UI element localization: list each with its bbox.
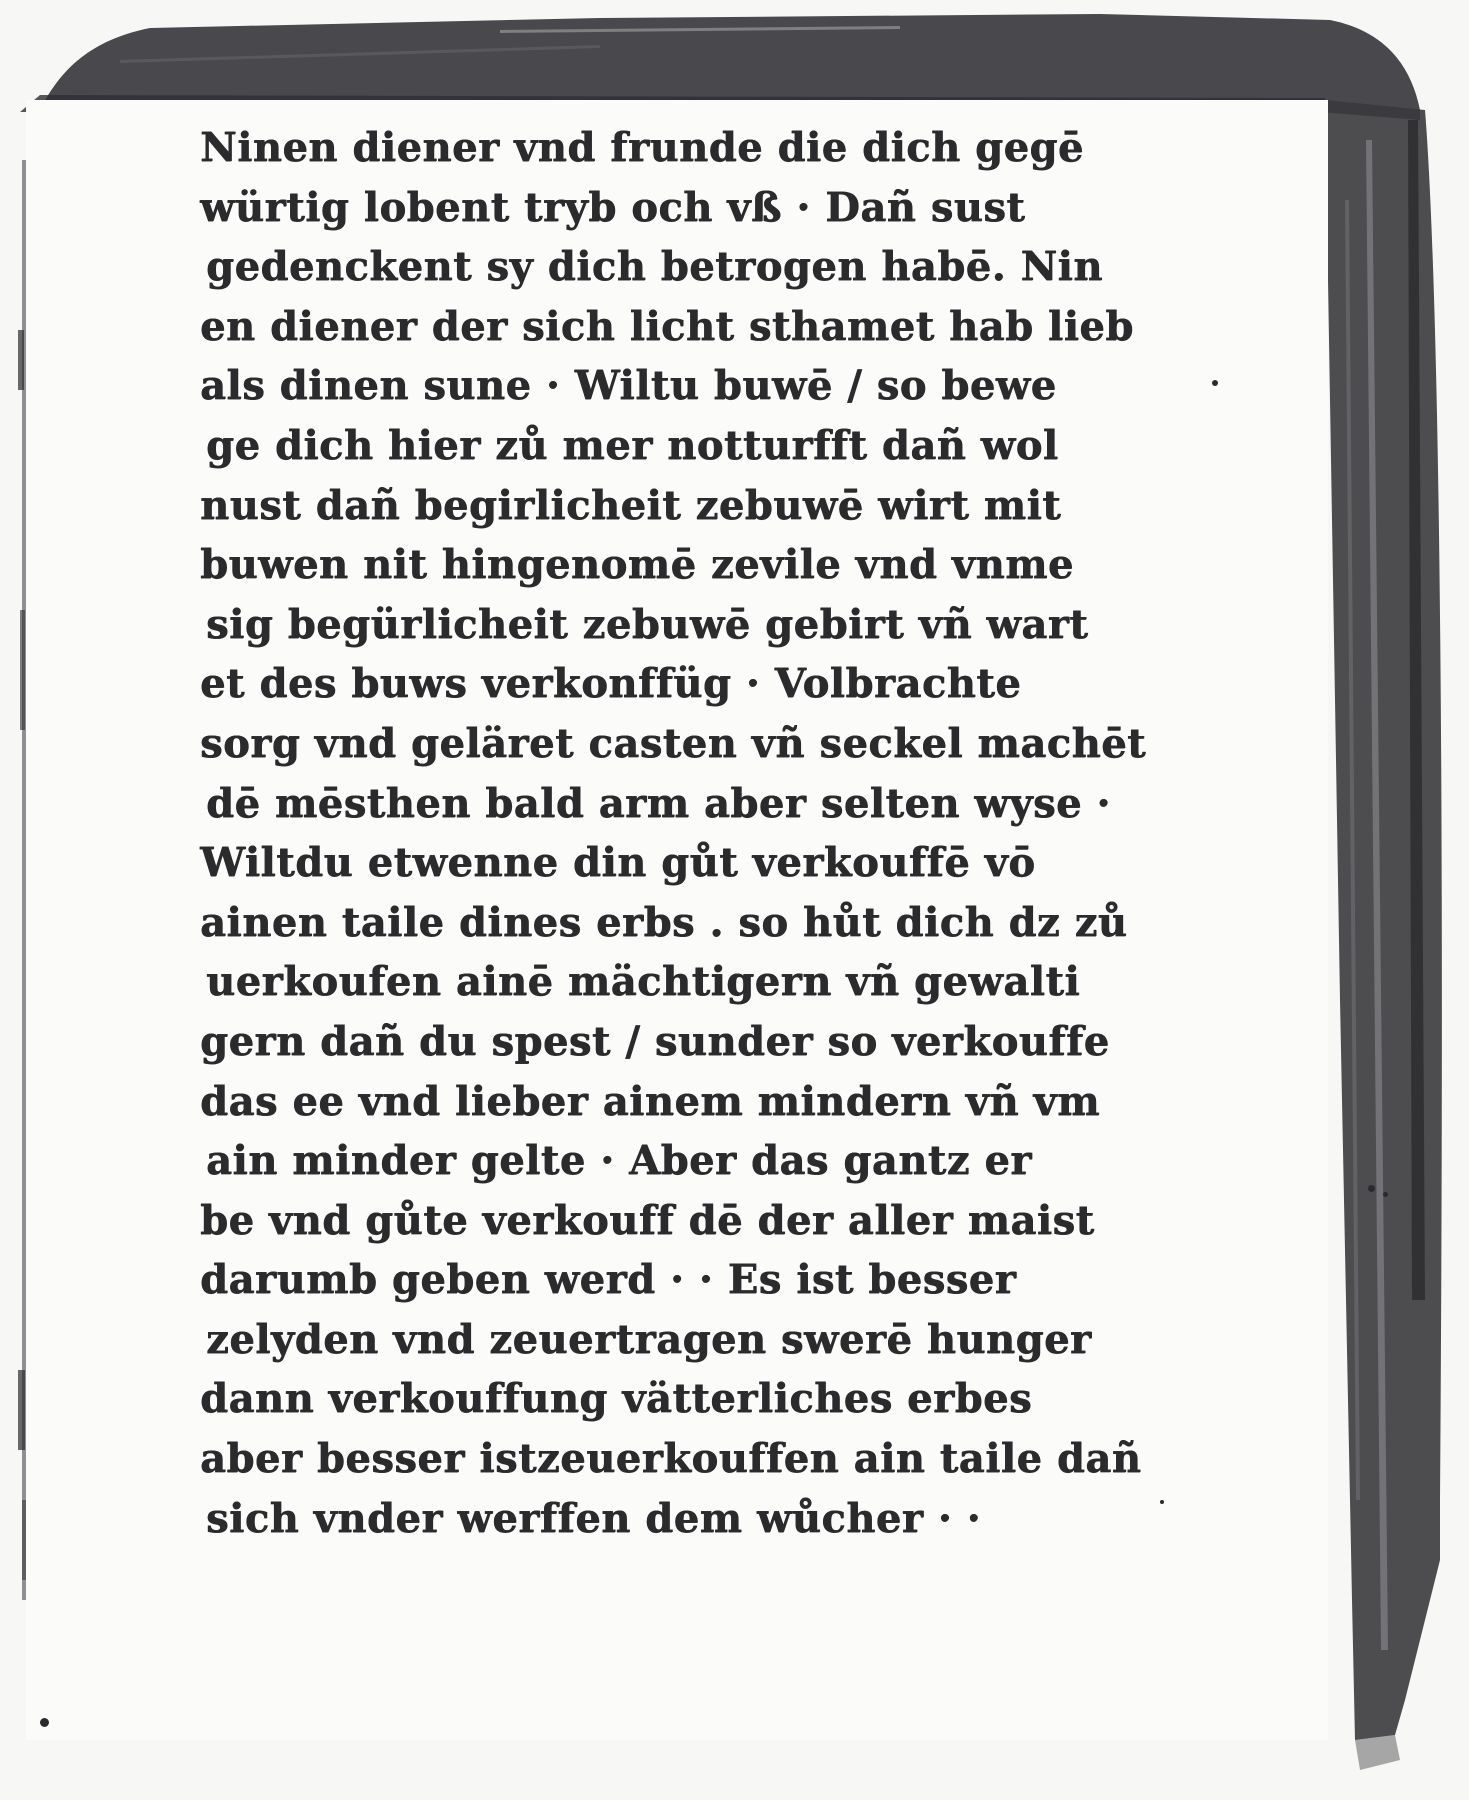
text-line: gern dañ du spest / sunder so verkouffe: [200, 1017, 1110, 1065]
text-line: ain minder gelte · Aber das gantz er: [206, 1137, 1032, 1185]
text-line: sich vnder werffen dem wůcher · ·: [206, 1494, 981, 1542]
text-line: en diener der sich licht sthamet hab lieb: [200, 302, 1134, 350]
text-line: be vnd gůte verkouff dē der aller maist: [200, 1196, 1095, 1244]
text-line: uerkoufen ainē mächtigern vñ gewalti: [206, 958, 1081, 1006]
scan-speck: [1368, 1185, 1375, 1192]
text-line: nust dañ begirlicheit zebuwē wirt mit: [200, 481, 1062, 529]
text-line: Wiltdu etwenne din gůt verkouffē vō: [200, 839, 1036, 887]
text-line: ainen taile dines erbs . so hůt dich dz zů: [200, 898, 1128, 946]
text-line: dē mēsthen bald arm aber selten wyse ·: [206, 779, 1111, 827]
text-line: zelyden vnd zeuertragen swerē hunger: [206, 1315, 1092, 1363]
text-line: buwen nit hingenomē zevile vnd vnme: [200, 541, 1074, 589]
text-line: darumb geben werd · · Es ist besser: [200, 1256, 1017, 1304]
text-line: das ee vnd lieber ainem mindern vñ vm: [200, 1077, 1100, 1125]
text-line: als dinen sune · Wiltu buwē / so bewe: [200, 362, 1057, 410]
text-line: sig begürlicheit zebuwē gebirt vñ wart: [206, 600, 1089, 648]
text-line: et des buws verkonffüg · Volbrachte: [200, 660, 1022, 708]
text-block: [200, 118, 1200, 1548]
text-line: ge dich hier zů mer notturfft dañ wol: [206, 421, 1059, 469]
text-line: Ninen diener vnd frunde die dich gegē: [200, 124, 1084, 171]
text-line: aber besser istzeuerkouffen ain taile dañ: [200, 1435, 1142, 1483]
text-line: gedenckent sy dich betrogen habē. Nin: [206, 243, 1103, 291]
text-line: sorg vnd geläret casten vñ seckel machēt: [200, 719, 1147, 767]
scan-speck: [1383, 1192, 1388, 1197]
text-line: dann verkouffung vätterliches erbes: [200, 1375, 1033, 1423]
text-line: würtig lobent tryb och vß · Dañ sust: [200, 183, 1026, 231]
scan-speck: [1212, 380, 1218, 386]
scan-speck: [1160, 1500, 1164, 1504]
scan-speck: [40, 1718, 49, 1727]
